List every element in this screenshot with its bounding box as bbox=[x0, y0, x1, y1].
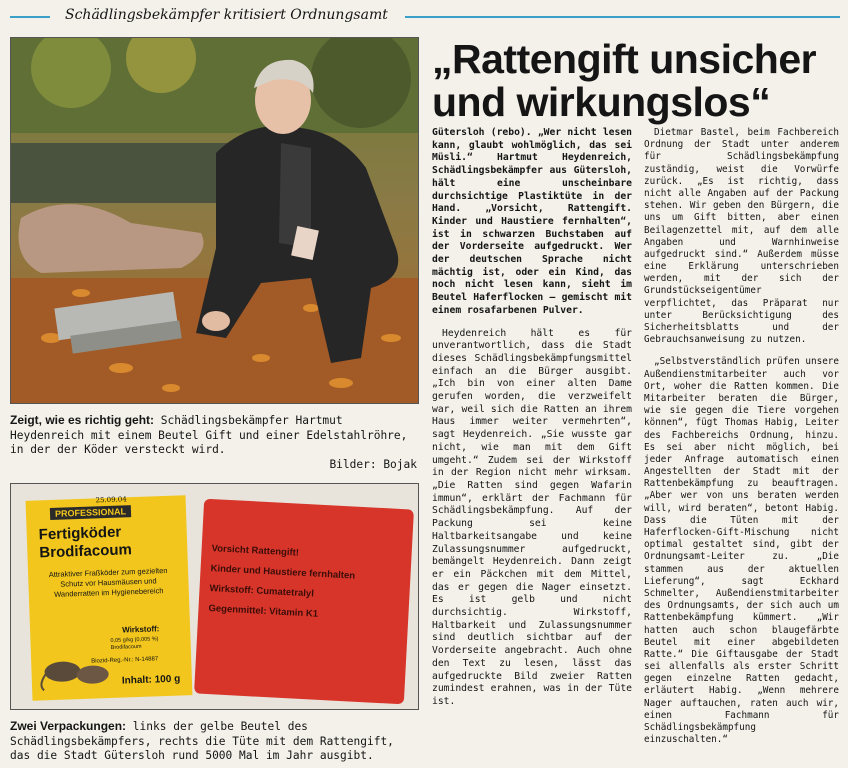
article-column-2 bbox=[644, 127, 839, 756]
headline: „Rattengift unsicher und wirkungslos“ bbox=[432, 36, 817, 125]
yellow-bag-title1: Fertigköder bbox=[38, 523, 122, 544]
photo-packages bbox=[10, 483, 419, 710]
yellow-bag-brand: PROFESSIONAL bbox=[50, 505, 131, 520]
rule-left bbox=[10, 16, 50, 18]
red-bag-line: Kinder und Haustiere fernhalten bbox=[210, 563, 356, 582]
yellow-bag-wirkstoff: Wirkstoff: bbox=[121, 624, 160, 635]
kicker-row bbox=[10, 5, 840, 29]
article-paragraph: Dietmar Bastel, beim Fachbereich Ordnung der Stadt unter anderem für Schädlingsbekämpfung zuständig, weist die Vorwürfe zurück. „Es ist richtig, dass nicht alle Angaben auf der Packung stehen. Wir geben den Bürgern, die uns um Gift bitten, aber einen Beilagenzettel mit, auf dem alle Angaben und Warnhinweise aufgedruckt sind.“ Außerdem müsse eine Erklärung unterschrieben werden, mit der sich der Grundstückseigentümer verpflichtet, das Präparat nur unter Berücksichtigung des Sicherheitsblatts und der Gebrauchsanweisung zu nutzen. bbox=[644, 127, 839, 346]
yellow-bag-inhalt: Inhalt: 100 g bbox=[121, 673, 181, 687]
yellow-bag-title2: Brodifacoum bbox=[39, 541, 133, 562]
article-paragraph: „Selbstverständlich prüfen unsere Außendienstmitarbeiter auch vor Ort, woher die Ratten kommen. Die Mitarbeiter beraten die Bürger, wie sie gegen die Tiere vorgehen können“, fügt Thomas Habig, Leiter des Fachbereichs Ordnung, hinzu. Es sei aber nicht möglich, bei jeder Anfrage automatisch einen Angestellten der Stadt mit der Rattenbekämpfung zu beauftragen. „Aber wer von uns beraten werden will, wird beraten“, betont Habig. Dass die Tüten mit der Haferflocken-Gift-Mischung nicht optimal gestaltet sind, gibt der Ordnungsamt-Leiter zu. „Die stammen aus der aktuellen Lieferung“, sagt Eckhard Schmelter, Außendienstmitarbeiter des Ordnungsamts, der sich auch um Rattenbekämpfung kümmert. „Wir hatten auch schon blaugefärbte Beutel mit einer abgebildeten Ratte.“ Die Giftausgabe der Stadt sei allenfalls als erster Schritt gegen einzelne Ratten gedacht, erläutert Habig. „Wenn mehrere Nager auftauchen, raten auch wir, einen Fachmann für Schädlingsbekämpfung einzuschalten.“ bbox=[644, 356, 839, 746]
photo-man-with-poison bbox=[10, 37, 419, 404]
red-bag-line: Gegenmittel: Vitamin K1 bbox=[208, 603, 319, 620]
article-paragraph: Heydenreich hält es für unverantwortlich, dass die Stadt dieses Schädlingsbekämpfungsmittel einfach an die Bürger ausgibt. „Ich bin von einer alten Dame gerufen worden, die verzweifelt war, weil sich die Ratten an ihrem Haus immer weiter vermehrten“, sagt Heydenreich. „Sie wusste gar nicht, wie man mit dem Gift umgeht.“ Zudem sei der Wirkstoff in der Region nicht mehr wirksam. „Die Ratten sind gegen Wafarin immun“, erklärt der Fachmann für Schädlingsbekämpfung. Auf der Packung sei keine Haltbarkeitsangabe und keine Zulassungsnummer aufgedruckt, bemängelt Heydenreich. Dann zeigt er ein Päckchen mit dem Mittel, das er gegen die Nager einsetzt. Es ist gelb und nicht durchsichtig. Wirkstoff, Haltbarkeit und Zulassungsnummer sind deutlich sichtbar auf der Vorderseite angebracht. Auch ohne den Text zu lesen, lässt das aufgedruckte Bild zweier Ratten zumindest erahnen, was in der Tüte ist. bbox=[432, 327, 632, 707]
rat-illustration bbox=[37, 648, 118, 693]
photo2-caption bbox=[10, 719, 417, 764]
kicker: Schädlingsbekämpfer kritisiert Ordnungsamt bbox=[62, 7, 391, 23]
article-column-1 bbox=[432, 127, 632, 719]
photo-credit: Bilder: Bojak bbox=[329, 457, 417, 471]
rule-right bbox=[405, 16, 840, 18]
red-bag-label bbox=[208, 539, 407, 629]
red-bag-line: Wirkstoff: Cumatetralyl bbox=[209, 583, 315, 600]
photo1-caption bbox=[10, 413, 417, 472]
photo2-caption-text: links der gelbe Beutel des Schädlingsbekämpfers, rechts die Tüte mit dem Rattengift, das die Stadt Gütersloh rund 5000 Mal im Jahr ausgibt. bbox=[10, 720, 394, 763]
photo1-caption-text: Schädlingsbekämpfer Hartmut Heydenreich mit einem Beutel Gift und einer Edelstahlröhre, in der der Köder versteckt wird. bbox=[10, 414, 408, 457]
red-bag bbox=[194, 499, 414, 705]
yellow-bag-wirkstoff-detail: 0,05 g/kg (0,005 %) Brodifacoum bbox=[110, 636, 159, 651]
red-bag-line: Vorsicht Rattengift! bbox=[211, 543, 300, 559]
yellow-bag-reg: Biozid-Reg.-Nr.: N-14887 bbox=[91, 656, 159, 665]
article-intro: Gütersloh (rebo). „Wer nicht lesen kann, glaubt wohlmöglich, das sei Müsli.“ Hartmut Heydenreich, Schädlingsbekämpfer aus Gütersloh, hält eine unscheinbare durchsichtige Plastiktüte in der Hand. „Vorsicht, Rattengift. Kinder und Haustiere fernhalten“, ist in schwarzen Buchstaben auf der Vorderseite aufgedruckt. Wer der deutschen Sprache nicht mächtig ist, oder ein Kind, das noch nicht lesen kann, sieht im Beutel Haferflocken – gemischt mit einem rosafarbenen Pulver. bbox=[432, 127, 632, 316]
photo2-caption-lead: Zwei Verpackungen: bbox=[10, 719, 127, 733]
yellow-bag-stamp: 25.09.04 bbox=[95, 495, 127, 505]
yellow-bag bbox=[26, 495, 193, 700]
photo1-caption-lead: Zeigt, wie es richtig geht: bbox=[10, 413, 155, 427]
yellow-bag-description: Attraktiver Fraßköder zum gezielten Schutz vor Hausmäusen und Wanderratten im Hygienebereich bbox=[48, 565, 168, 599]
